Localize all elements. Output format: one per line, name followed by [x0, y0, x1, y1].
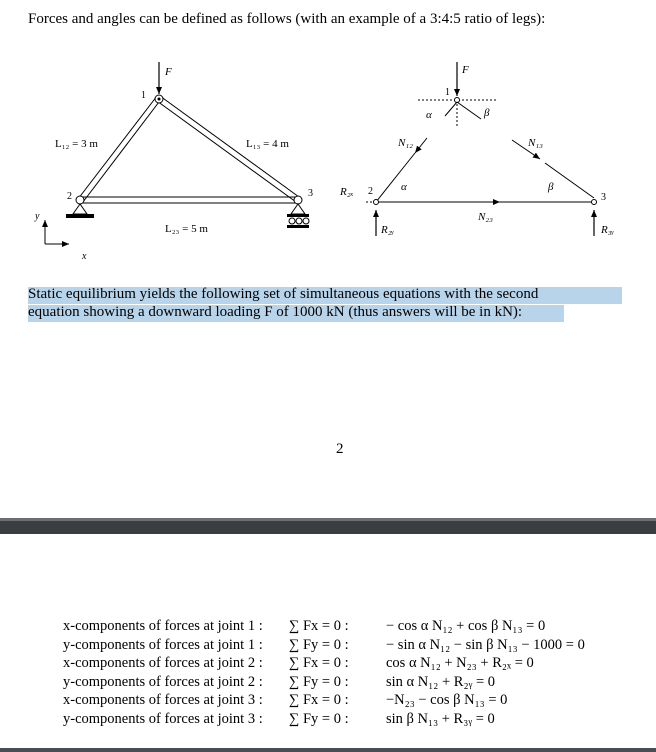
- free-body-diagram: [339, 62, 615, 236]
- equation-desc: x-components of forces at joint 2 :: [63, 655, 263, 671]
- label-L13: L₁₃ = 4 m: [246, 138, 289, 150]
- fbd-label-R2x: R₂ₓ: [340, 186, 354, 198]
- equation-expression: − cos α N₁₂ + cos β N₁₃ = 0: [386, 618, 546, 634]
- page-separator: [0, 518, 656, 534]
- fbd-label-N23: N₂₃: [478, 211, 493, 223]
- joint-2: [76, 196, 84, 204]
- axes-icon: [34, 211, 87, 262]
- equation-desc: x-components of forces at joint 3 :: [63, 692, 263, 708]
- fbd-label-node3: 3: [601, 192, 606, 203]
- fbd-label-node2: 2: [368, 186, 373, 197]
- page-number: 2: [336, 441, 344, 457]
- label-L23: L₂₃ = 5 m: [165, 223, 208, 235]
- equation-sum: ∑ Fy = 0 :: [289, 636, 349, 653]
- axis-y-label: y: [35, 211, 40, 222]
- label-L12: L₁₂ = 3 m: [55, 138, 98, 150]
- document-page-2: [0, 534, 656, 752]
- fbd-label-alpha: α: [401, 181, 407, 193]
- equation-expression: −N₂₃ − cos β N₁₃ = 0: [386, 692, 508, 708]
- equation-sum: ∑ Fx = 0 :: [289, 655, 349, 671]
- fbd-label-beta-top: β: [484, 107, 490, 119]
- member-23: [80, 197, 298, 203]
- page-bottom-border: [0, 748, 656, 752]
- highlight-line-2[interactable]: equation showing a downward loading F of 1000 kN (thus answers will be in kN):: [28, 304, 523, 320]
- label-F: F: [165, 66, 172, 78]
- fbd-label-node1: 1: [445, 87, 450, 98]
- equation-desc: y-components of forces at joint 2 :: [63, 673, 263, 690]
- fbd-label-alpha-top: α: [426, 109, 432, 121]
- fbd-label-N12: N₁₂: [398, 137, 413, 149]
- fbd-label-R3y: R₃ᵧ: [601, 224, 615, 236]
- equation-desc: y-components of forces at joint 3 :: [63, 710, 263, 727]
- highlight-line-1[interactable]: Static equilibrium yields the following set of simultaneous equations with the second: [28, 286, 539, 302]
- intro-text: Forces and angles can be defined as follows (with an example of a 3:4:5 ratio of legs):: [28, 11, 546, 27]
- fbd-label-R2y: R₂ᵧ: [381, 224, 395, 236]
- fbd-label-N13: N₁₃: [528, 137, 543, 149]
- equation-expression: sin α N₁₂ + R₂ᵧ = 0: [386, 673, 496, 690]
- equation-expression: sin β N₁₃ + R₃ᵧ = 0: [386, 710, 495, 727]
- fbd-label-F: F: [462, 64, 469, 76]
- truss-figure: [0, 0, 656, 280]
- label-node3: 3: [308, 188, 313, 199]
- joint-3: [294, 196, 302, 204]
- label-node1: 1: [141, 90, 146, 101]
- equation-desc: y-components of forces at joint 1 :: [63, 636, 263, 653]
- roller-support: [287, 204, 309, 228]
- equation-sum: ∑ Fy = 0 :: [289, 673, 349, 690]
- equation-expression: − sin α N₁₂ − sin β N₁₃ − 1000 = 0: [386, 636, 585, 653]
- equation-desc: x-components of forces at joint 1 :: [63, 618, 263, 634]
- label-node2: 2: [67, 191, 72, 202]
- pin-support: [66, 204, 94, 218]
- equation-sum: ∑ Fx = 0 :: [289, 618, 349, 634]
- axis-x-label: x: [82, 251, 87, 262]
- fbd-label-beta: β: [548, 181, 554, 193]
- equation-sum: ∑ Fy = 0 :: [289, 710, 349, 727]
- equation-expression: cos α N₁₂ + N₂₃ + R₂ₓ = 0: [386, 655, 534, 671]
- equation-sum: ∑ Fx = 0 :: [289, 692, 349, 708]
- left-truss: [34, 62, 313, 262]
